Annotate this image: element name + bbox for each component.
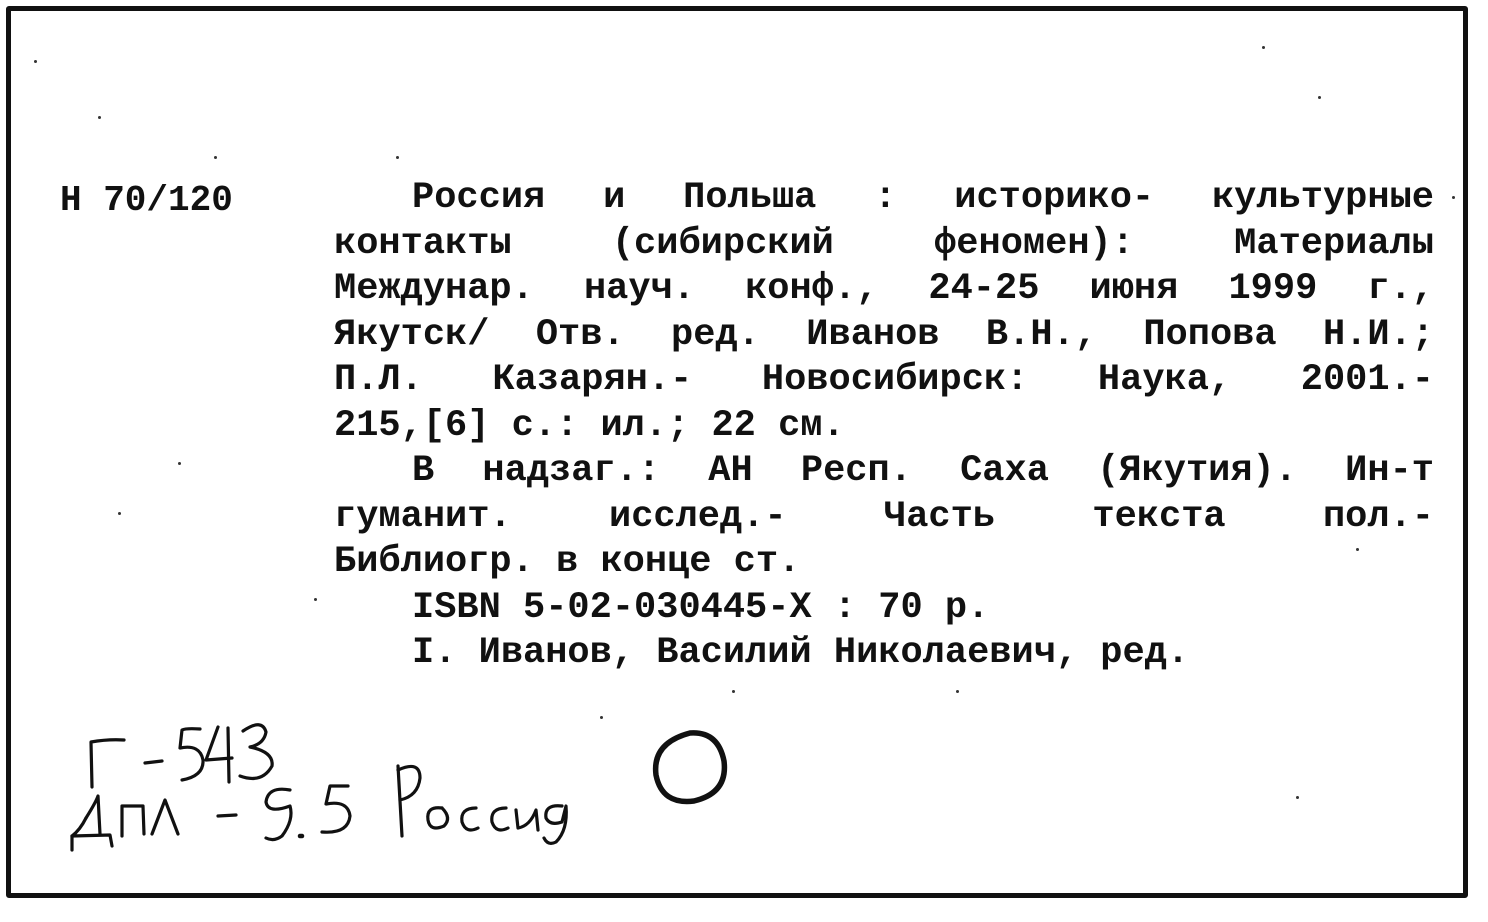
note-line-2: гуманит. исслед.- Часть текста пол.- [334, 495, 1434, 538]
title-paragraph [334, 176, 1434, 449]
scan-speck [178, 462, 181, 465]
scan-speck [396, 156, 399, 159]
scan-speck [600, 716, 603, 719]
scan-speck [1452, 196, 1455, 199]
scan-speck [118, 512, 121, 515]
shelfmark: Н 70/120 [60, 180, 233, 221]
scan-speck [1296, 796, 1299, 799]
added-entry: I. Иванов, Василий Николаевич, ред. [412, 632, 1190, 674]
collation: 215,[6] с.: ил.; 22 см. [334, 404, 845, 447]
title-line-3: Междунар. науч. конф., 24-25 июня 1999 г., [334, 268, 1434, 310]
note-paragraph [334, 449, 1434, 586]
scan-speck [214, 156, 217, 159]
isbn-line: ISBN 5-02-030445-X : 70 р. [412, 586, 990, 629]
scan-speck [98, 116, 101, 119]
scan-speck [314, 598, 317, 601]
note-line-3: Библиогр. в конце ст. [334, 541, 801, 583]
scan-speck [1318, 96, 1321, 99]
scan-speck [732, 690, 735, 693]
title-line-4: Якутск/ Отв. ред. Иванов В.Н., Попова Н.И.; [334, 313, 1434, 356]
title-line-5: П.Л. Казарян.- Новосибирск: Наука, 2001.- [334, 359, 1434, 401]
note-line-1: В надзаг.: АН Респ. Саха (Якутия). Ин-т [412, 450, 1434, 492]
scan-speck [1356, 548, 1359, 551]
scan-speck [1262, 46, 1265, 49]
stamp-circle [650, 727, 730, 807]
title-line-1: Россия и Польша : историко- культурные [412, 177, 1434, 219]
bibliographic-entry [334, 176, 1434, 677]
scan-speck [34, 60, 37, 63]
scan-speck [956, 690, 959, 693]
title-line-2: контакты (сибирский феномен): Материалы [334, 222, 1434, 265]
